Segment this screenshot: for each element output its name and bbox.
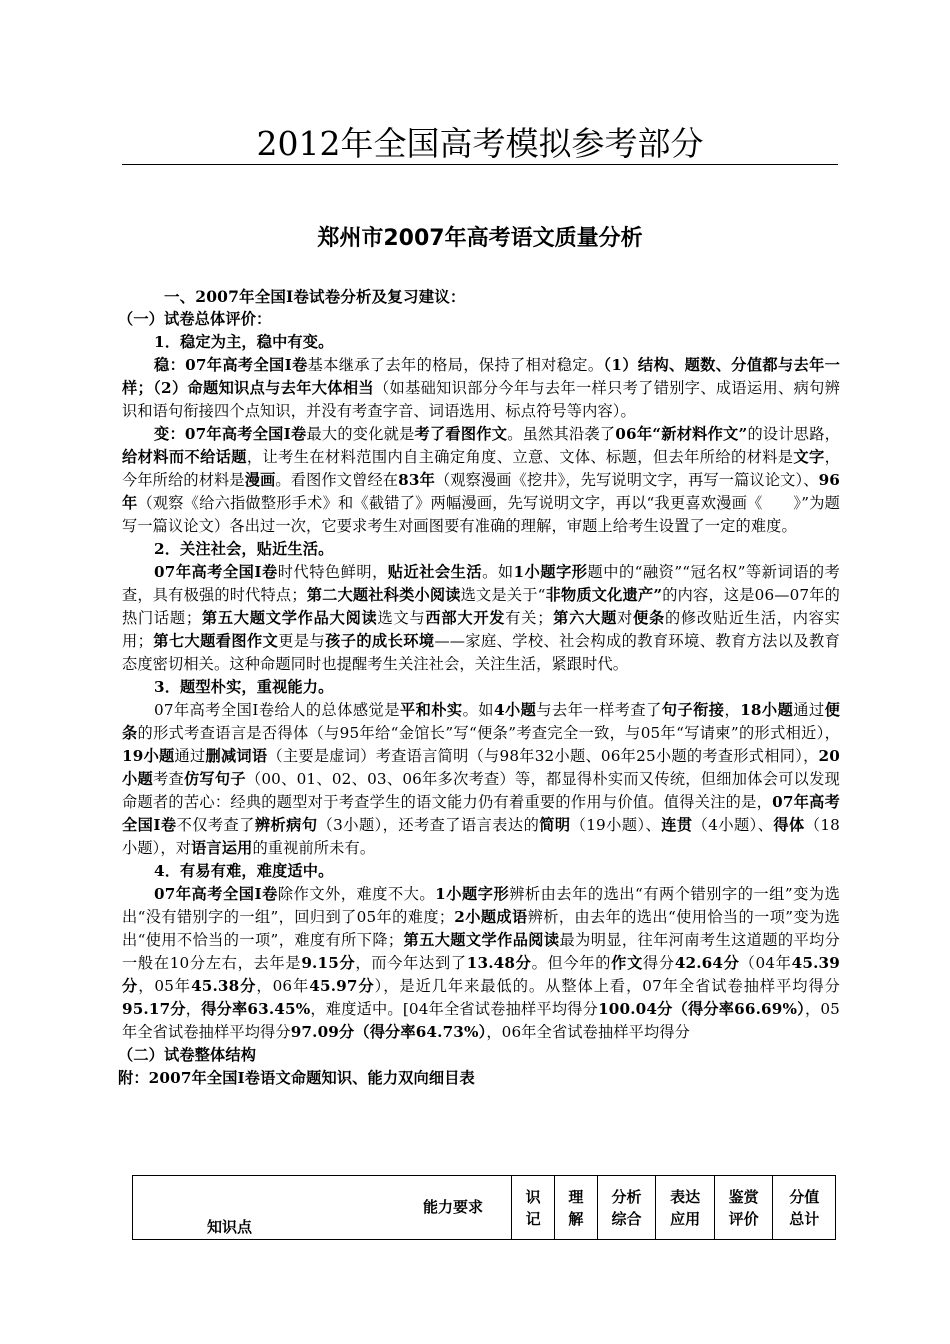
section-heading: 一、2007年全国Ⅰ卷试卷分析及复习建议：: [164, 287, 466, 306]
point-4-paragraph: 07年高考全国Ⅰ卷除作文外，难度不大。1小题字形辨析由去年的选出“有两个错别字的一组”变为选出“没有错别字的一组”，回归到了05年的难度；2小题成语辨析，由去年的选出“使用恰当的一项”变为选出“使用不恰当的一项”，难度有所下降；第五大题文学作品阅读最为明显，往年河南考生这道题的平均分一般在10分左右，去年是9.15分，而今年达到了13.48分。但今年的作文得分42.64分（04年45.39分，05年45.38分，06年45.97分），是近几年来最低的。从整体上看，07年全省试卷抽样平均得分95.17分，得分率63.45%，难度适中。[04年全省试卷抽样平均得分100.04分（得分率66.69%），05年全省试卷抽样平均得分97.09分（得分率64.73%），06年全省试卷抽样平均得分: [122, 885, 840, 1041]
table-corner-cell: [133, 1176, 512, 1240]
column-header: 分析 综合: [597, 1176, 656, 1240]
document-body: [118, 285, 841, 1090]
knowledge-ability-table: [132, 1175, 836, 1240]
column-header: 鉴赏 评价: [714, 1176, 773, 1240]
page-title: 2012年全国高考模拟参考部分: [256, 124, 704, 163]
point-3-paragraph: 07年高考全国Ⅰ卷给人的总体感觉是平和朴实。如4小题与去年一样考查了句子衔接，18小题通过便条的形式考查语言是否得体（与95年给“金馆长”写“便条”考查完全一致，与05年“写请柬”的形式相近），19小题通过删减词语（主要是虚词）考查语言简明（与98年32小题、06年25小题的考查形式相同），20小题考查仿写句子（00、01、02、03、06年多次考查）等，都显得朴实而又传统，但细加体会可以发现命题者的苦心：经典的题型对于考查学生的语文能力仍有着重要的作用与价值。值得关注的是，07年高考全国Ⅰ卷不仅考查了辨析病句（3小题），还考查了语言表达的简明（19小题）、连贯（4小题）、得体（18小题），对语言运用的重视前所未有。: [122, 701, 840, 857]
subsection-heading-1: （一）试卷总体评价：: [118, 310, 272, 328]
column-header: 识 记: [512, 1176, 555, 1240]
subsection-heading-2: （二）试卷整体结构: [118, 1046, 257, 1064]
column-header: 表达 应用: [656, 1176, 715, 1240]
point-2-title: 2．关注社会，贴近生活。: [154, 540, 334, 558]
corner-label-knowledge: 知识点: [207, 1218, 253, 1236]
column-header: 分值 总计: [773, 1176, 836, 1240]
point-1-paragraph-change: 变：07年高考全国Ⅰ卷最大的变化就是考了看图作文。虽然其沿袭了06年“新材料作文”的设计思路，给材料而不给话题，让考生在材料范围内自主确定角度、立意、文体、标题，但去年所给的材料是文字，今年所给的材料是漫画。看图作文曾经在83年（观察漫画《挖井》，先写说明文字，再写一篇议论文）、96年（观察《给六指做整形手术》和《截错了》两幅漫画，先写说明文字，再以“我更喜欢漫画《 》”为题写一篇议论文）各出过一次，它要求考生对画图要有准确的理解，审题上给考生设置了一定的难度。: [122, 425, 841, 535]
point-3-title: 3．题型朴实，重视能力。: [154, 678, 334, 696]
table-header-row: [133, 1176, 836, 1240]
corner-label-ability: 能力要求: [423, 1198, 484, 1216]
appendix-caption: 附：2007年全国Ⅰ卷语文命题知识、能力双向细目表: [118, 1069, 475, 1087]
point-1-title: 1．稳定为主，稳中有变。: [154, 333, 334, 351]
title-underline: [122, 164, 838, 165]
point-2-paragraph: 07年高考全国Ⅰ卷时代特色鲜明，贴近社会生活。如1小题字形题中的“融资”“冠名权”等新词语的考查，具有极强的时代特点；第二大题社科类小阅读选文是关于“非物质文化遗产”的内容，这是06—07年的热门话题；第五大题文学作品大阅读选文与西部大开发有关；第六大题对便条的修改贴近生活，内容实用；第七大题看图作文更是与孩子的成长环境——家庭、学校、社会构成的教育环境、教育方法以及教育态度密切相关。这种命题同时也提醒考生关注社会，关注生活，紧跟时代。: [122, 563, 840, 673]
point-1-paragraph-stable: 稳：07年高考全国Ⅰ卷基本继承了去年的格局，保持了相对稳定。（1）结构、题数、分值都与去年一样；（2）命题知识点与去年大体相当（如基础知识部分今年与去年一样只考了错别字、成语运用、病句辨识和语句衔接四个点知识，并没有考查字音、词语选用、标点符号等内容）。: [122, 356, 840, 420]
column-header: 理 解: [554, 1176, 597, 1240]
document-subtitle: 郑州市2007年高考语文质量分析: [317, 226, 643, 251]
point-4-title: 4．有易有难，难度适中。: [154, 862, 334, 880]
